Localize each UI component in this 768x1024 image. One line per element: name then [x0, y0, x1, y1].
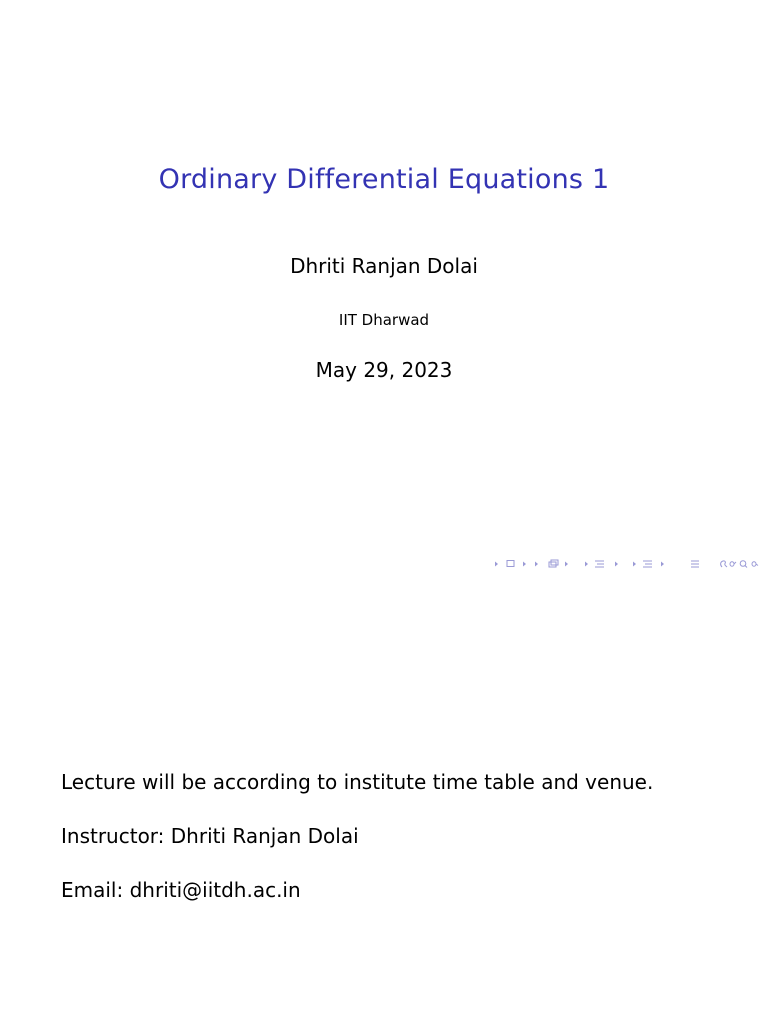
doc-nav-icon[interactable] — [691, 561, 699, 567]
search-nav-icon[interactable] — [721, 561, 758, 568]
email-line — [61, 878, 301, 902]
institute-name: IIT Dharwad — [338, 311, 430, 329]
beamer-navigation-bar — [494, 557, 760, 571]
subsection-nav-icon[interactable] — [535, 560, 568, 567]
email-label: Email: — [61, 878, 124, 902]
email-value[interactable]: dhriti@iitdh.ac.in — [129, 878, 301, 902]
frame-nav-icon[interactable] — [495, 561, 526, 567]
navigation-symbols — [494, 557, 760, 571]
instructor-line — [61, 824, 359, 848]
instructor-label: Instructor: — [61, 824, 165, 848]
section-nav-icon[interactable] — [585, 561, 618, 567]
slide-title: Ordinary Differential Equations 1 — [158, 164, 610, 195]
author-name: Dhriti Ranjan Dolai — [290, 254, 478, 278]
presentation-date: May 29, 2023 — [315, 358, 453, 382]
lecture-note: Lecture will be according to institute time table and venue. — [61, 770, 654, 794]
info-slide — [0, 576, 768, 1024]
instructor-name: Dhriti Ranjan Dolai — [170, 824, 359, 848]
subsection-list-nav-icon[interactable] — [633, 561, 664, 567]
